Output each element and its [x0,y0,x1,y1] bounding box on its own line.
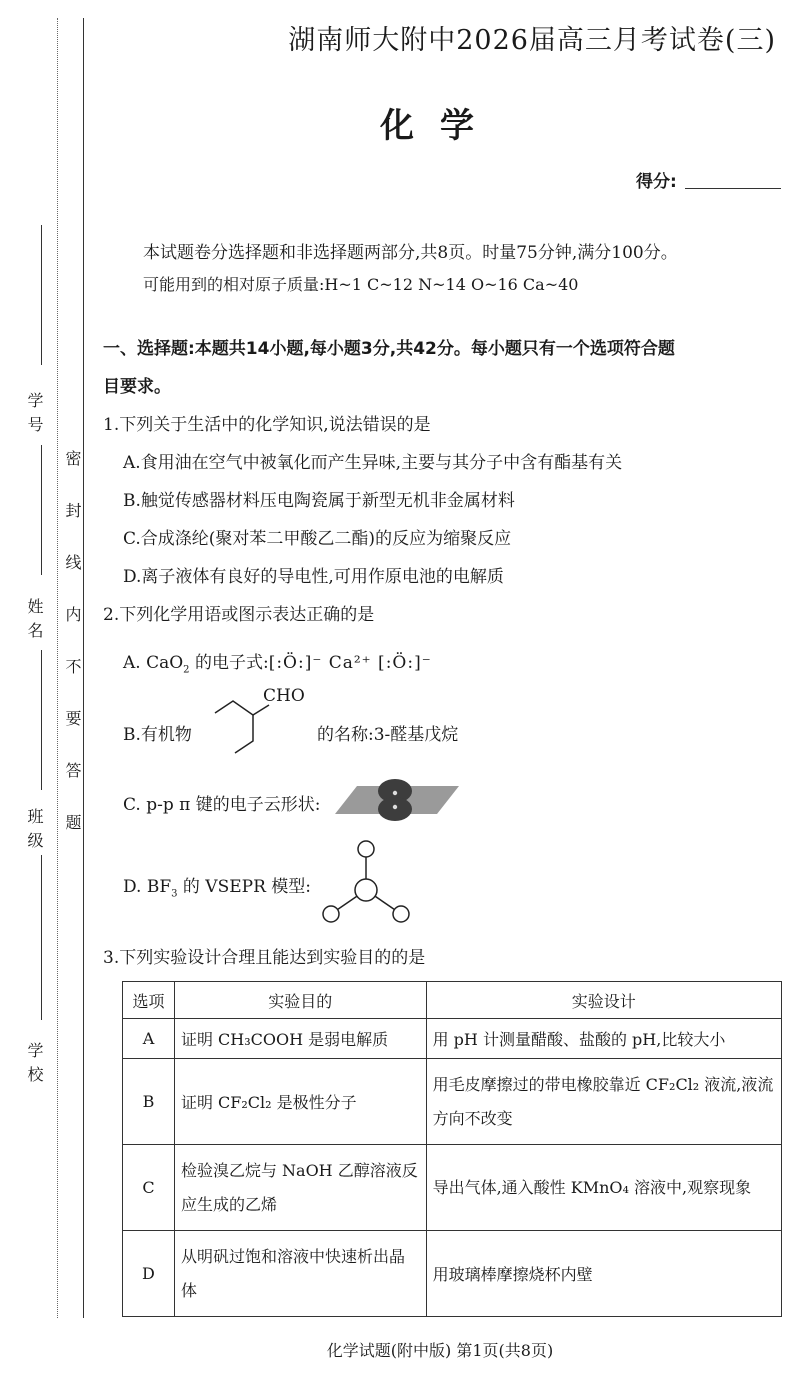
q2-b-cho-label: CHO [263,686,305,706]
row-design: 用玻璃棒摩擦烧杯内壁 [426,1231,781,1317]
table-row [123,1145,782,1231]
row-design: 用 pH 计测量醋酸、盐酸的 pH,比较大小 [426,1019,781,1059]
q3-experiment-table [122,981,782,1317]
q2-a-mid: 的电子式: [189,653,269,673]
q2-a-sub: 2 [183,664,190,676]
table-row [123,1059,782,1145]
exam-title: 湖南师大附中2026届高三月考试卷(三) [288,25,776,56]
row-design: 导出气体,通入酸性 KMnO₄ 溶液中,观察现象 [426,1145,781,1231]
q2-d-sub: 3 [171,888,178,900]
trigonal-planar-vsepr-model [318,838,414,930]
row-option: C [123,1145,175,1231]
score-blank [685,188,781,189]
banji-label: 班级 [25,808,44,856]
row-option: D [123,1231,175,1317]
row-purpose: 从明矾过饱和溶液中快速析出晶体 [174,1231,426,1317]
seal-warning: 密封线内不要答题 [63,450,82,866]
section1-heading-cont: 目要求。 [103,377,171,397]
row-option: A [123,1019,175,1059]
q2-option-d [123,872,311,899]
binding-dotted-line [57,18,58,1318]
q2-option-b-prefix: B.有机物 [123,725,192,745]
q1-option-c: C.合成涤纶(聚对苯二甲酸乙二酯)的反应为缩聚反应 [123,529,512,549]
col-header-design: 实验设计 [426,982,781,1019]
q1-option-a: A.食用油在空气中被氧化而产生异味,主要与其分子中含有酯基有关 [123,453,623,473]
q1-option-d: D.离子液体有良好的导电性,可用作原电池的电解质 [123,567,504,587]
table-header-row [123,982,782,1019]
intro-line-2: 可能用到的相对原子质量:H~1 C~12 N~14 O~16 Ca~40 [143,275,579,294]
q2-d-suffix: 的 VSEPR 模型: [177,877,312,897]
row-purpose: 检验溴乙烷与 NaOH 乙醇溶液反应生成的乙烯 [174,1145,426,1231]
col-header-purpose: 实验目的 [174,982,426,1019]
section1-heading: 一、选择题:本题共14小题,每小题3分,共42分。每小题只有一个选项符合题 [103,339,675,359]
xuehao-label: 学号 [25,392,44,440]
xingming-label: 姓名 [25,598,44,646]
row-design: 用毛皮摩擦过的带电橡胶靠近 CF₂Cl₂ 液流,液流方向不改变 [426,1059,781,1145]
q2-a-electron-formula: [:Ö:]⁻ Ca²⁺ [:Ö:]⁻ [268,653,432,673]
q1-stem: 1.下列关于生活中的化学知识,说法错误的是 [103,415,431,435]
q3-stem: 3.下列实验设计合理且能达到实验目的的是 [103,948,426,968]
intro-line-1: 本试题卷分选择题和非选择题两部分,共8页。时量75分钟,满分100分。 [143,243,678,263]
q2-option-b-suffix: 的名称:3-醛基戊烷 [317,725,459,745]
q2-a-prefix: A. CaO [123,653,184,673]
p-p-pi-bond-cloud-image [335,772,465,828]
q2-option-a [123,648,432,675]
xuexiao-fill-line [41,855,42,1020]
xingming-fill-line [41,445,42,575]
xuexiao-label: 学校 [25,1042,44,1090]
col-header-option: 选项 [123,982,175,1019]
q1-option-b: B.触觉传感器材料压电陶瓷属于新型无机非金属材料 [123,491,515,511]
xuehao-fill-line [41,225,42,365]
table-row [123,1231,782,1317]
table-row [123,1019,782,1059]
score-label: 得分: [636,172,677,192]
row-purpose: 证明 CH₃COOH 是弱电解质 [174,1019,426,1059]
q2-option-c: C. p-p π 键的电子云形状: [123,795,321,815]
row-option: B [123,1059,175,1145]
q2-stem: 2.下列化学用语或图示表达正确的是 [103,605,375,625]
page-footer: 化学试题(附中版) 第1页(共8页) [326,1341,554,1360]
subject-title: 化学 [380,106,500,146]
row-purpose: 证明 CF₂Cl₂ 是极性分子 [174,1059,426,1145]
banji-fill-line [41,650,42,790]
q2-d-prefix: D. BF [123,877,172,897]
